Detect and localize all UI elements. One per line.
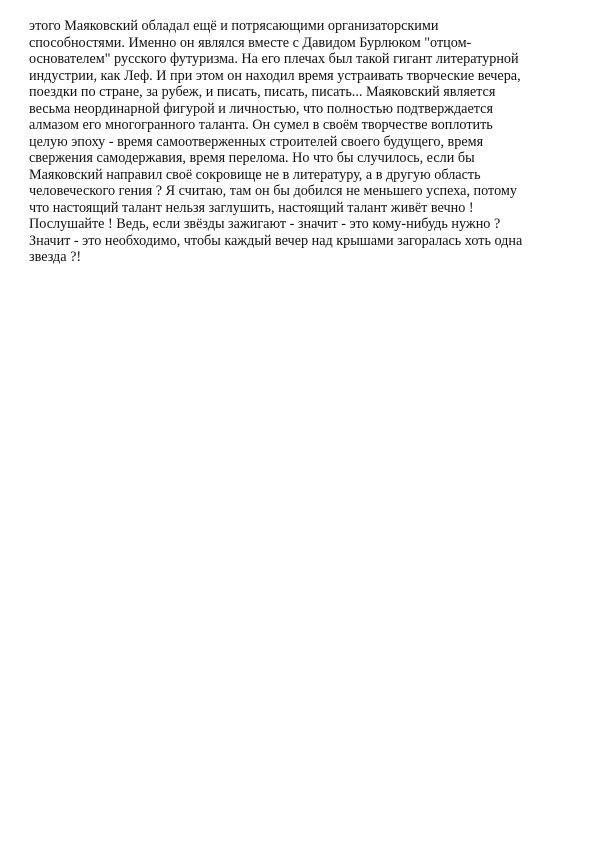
text-line: основателем" русского футуризма. На его плечах был такой гигант литературной xyxy=(29,51,519,67)
essay-text xyxy=(29,18,574,266)
text-line: алмазом его многогранного таланта. Он сумел в своём творчестве воплотить xyxy=(29,117,493,133)
text-line: человеческого гения ? Я считаю, там он бы добился не меньшего успеха, потому xyxy=(29,183,517,199)
text-line: Значит - это необходимо, чтобы каждый вечер над крышами загоралась хоть одна xyxy=(29,232,523,249)
text-line: способностями. Именно он являлся вместе с Давидом Бурлюком "отцом- xyxy=(29,34,472,51)
text-line: целую эпоху - время самоотверженных строителей своего будущего, время xyxy=(29,133,484,150)
text-line: индустрии, как Леф. И при этом он находил время устраивать творческие вечера, xyxy=(29,67,521,84)
text-line: что настоящий талант нельзя заглушить, настоящий талант живёт вечно ! xyxy=(29,199,474,216)
text-line: весьма неординарной фигурой и личностью, что полностью подтверждается xyxy=(29,100,493,117)
text-line: звезда ?! xyxy=(29,249,82,265)
text-line: Маяковский направил своё сокровище не в литературу, а в другую область xyxy=(29,166,481,183)
text-line: поездки по стране, за рубеж, и писать, писать, писать... Маяковский является xyxy=(29,84,496,100)
text-line: Послушайте ! Ведь, если звёзды зажигают - значит - это кому-нибудь нужно ? xyxy=(29,216,501,232)
text-line: этого Маяковский обладал ещё и потрясающими организаторскими xyxy=(29,18,439,34)
text-line: свержения самодержавия, время перелома. Но что бы случилось, если бы xyxy=(29,150,475,166)
